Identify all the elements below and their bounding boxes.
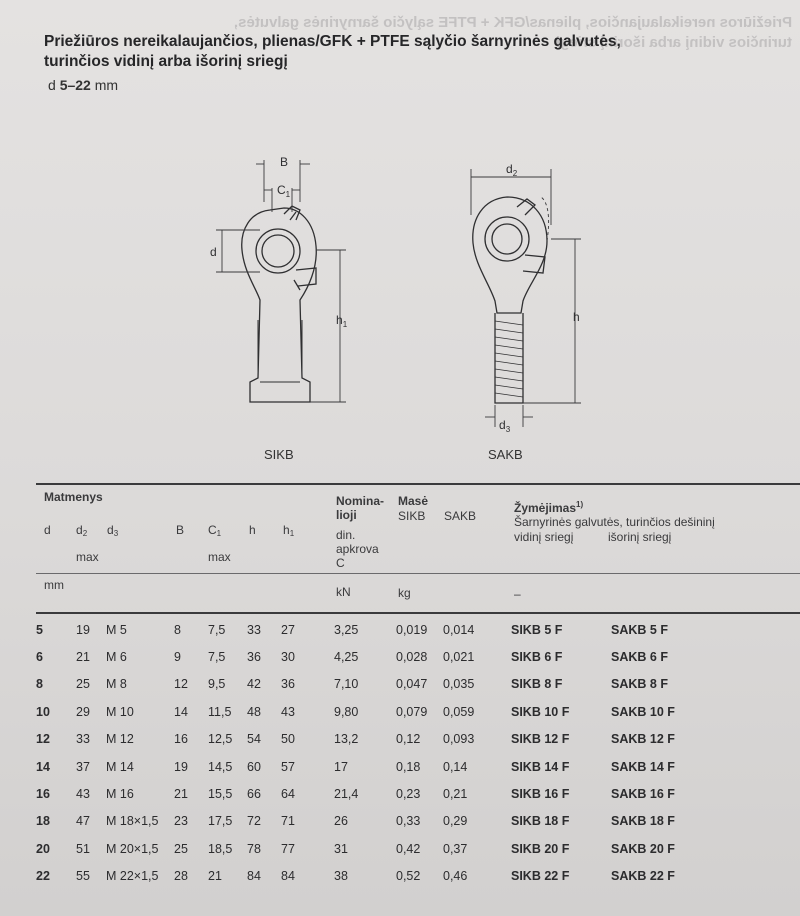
cell-designation-sakb: SAKB 5 F	[611, 622, 668, 637]
cell-d2: 33	[76, 732, 90, 747]
col-C-line2: apkrova	[336, 542, 379, 556]
cell-mass-sikb: 0,33	[396, 814, 421, 829]
col-d2	[76, 523, 87, 538]
size-range	[48, 77, 118, 93]
group-mass: Masė	[398, 494, 429, 508]
sakb-label-d2	[506, 162, 518, 178]
cell-C: 4,25	[334, 650, 359, 665]
cell-B: 16	[174, 732, 188, 747]
cell-d: 10	[36, 704, 50, 719]
cell-designation-sakb: SAKB 16 F	[611, 787, 675, 802]
unit-dash: –	[514, 587, 521, 601]
table-row	[36, 726, 691, 753]
cell-B: 9	[174, 650, 181, 665]
cell-mass-sikb: 0,42	[396, 841, 421, 856]
cell-d: 18	[36, 814, 50, 829]
cell-d: 16	[36, 787, 50, 802]
table-row	[36, 671, 691, 698]
cell-C: 9,80	[334, 704, 359, 719]
cell-d3: M 14	[106, 759, 134, 774]
col-d: d	[44, 523, 51, 537]
cell-d: 12	[36, 732, 50, 747]
cell-mass-sikb: 0,52	[396, 869, 421, 884]
col-C1-main: C	[208, 523, 217, 537]
col-d2-sub: 2	[82, 529, 88, 538]
cell-mass-sikb: 0,028	[396, 650, 428, 665]
cell-mass-sakb: 0,014	[443, 622, 475, 637]
cell-C: 13,2	[334, 732, 359, 747]
cell-designation-sikb: SIKB 22 F	[511, 869, 570, 884]
sikb-label-h1-main: h	[336, 313, 343, 327]
cell-C1: 15,5	[208, 787, 233, 802]
cell-h: 72	[247, 814, 261, 829]
cell-d3: M 22×1,5	[106, 869, 159, 884]
col-d2-main: d	[76, 523, 83, 537]
col-d2-max: max	[76, 550, 99, 564]
cell-d2: 51	[76, 841, 90, 856]
group-nominal-line2: lioji	[336, 508, 357, 522]
group-designation-text: Žymėjimas	[514, 501, 577, 515]
cell-designation-sikb: SIKB 14 F	[511, 759, 570, 774]
cell-C1: 14,5	[208, 759, 233, 774]
cell-h: 60	[247, 759, 261, 774]
cell-designation-sakb: SAKB 14 F	[611, 759, 675, 774]
cell-C1: 18,5	[208, 841, 233, 856]
cell-h: 36	[247, 650, 261, 665]
col-h1-main: h	[283, 523, 290, 537]
cell-d2: 25	[76, 677, 90, 692]
cell-C: 38	[334, 869, 348, 884]
cell-d: 22	[36, 869, 50, 884]
unit-kg: kg	[398, 586, 411, 600]
cell-C1: 7,5	[208, 622, 226, 637]
cell-d2: 37	[76, 759, 90, 774]
table-body	[36, 616, 691, 890]
cell-B: 19	[174, 759, 188, 774]
cell-C: 7,10	[334, 677, 359, 692]
cell-h: 54	[247, 732, 261, 747]
col-d3	[107, 523, 118, 538]
bleed-through-line-2: turinčios vidinį arba išorinį sriegį	[556, 34, 792, 51]
sakb-drawing	[455, 155, 605, 440]
cell-mass-sakb: 0,021	[443, 650, 475, 665]
cell-designation-sikb: SIKB 10 F	[511, 704, 570, 719]
cell-h: 66	[247, 787, 261, 802]
cell-designation-sikb: SIKB 20 F	[511, 841, 570, 856]
unit-mm: mm	[44, 578, 64, 592]
table-row	[36, 643, 691, 670]
cell-mass-sakb: 0,14	[443, 759, 468, 774]
cell-B: 14	[174, 704, 188, 719]
table-row	[36, 616, 691, 643]
cell-mass-sakb: 0,29	[443, 814, 468, 829]
col-h: h	[249, 523, 256, 537]
sikb-caption: SIKB	[264, 447, 294, 462]
cell-h: 78	[247, 841, 261, 856]
size-range-unit: mm	[94, 77, 119, 93]
title-line-1: Priežiūros nereikalaujančios, plienas/GFK + PTFE sąlyčio šarnyrinės galvutės,	[44, 33, 621, 50]
cell-B: 12	[174, 677, 188, 692]
cell-h: 42	[247, 677, 261, 692]
cell-d3: M 5	[106, 622, 127, 637]
cell-mass-sikb: 0,019	[396, 622, 428, 637]
size-range-value: 5–22	[59, 77, 91, 93]
cell-designation-sikb: SIKB 8 F	[511, 677, 563, 692]
cell-C: 26	[334, 814, 348, 829]
dimension-table	[36, 616, 691, 890]
cell-designation-sakb: SAKB 18 F	[611, 814, 675, 829]
cell-designation-sakb: SAKB 12 F	[611, 732, 675, 747]
table-row	[36, 808, 691, 835]
cell-B: 28	[174, 869, 188, 884]
cell-d2: 29	[76, 704, 90, 719]
cell-h1: 27	[281, 622, 295, 637]
cell-d3: M 6	[106, 650, 127, 665]
cell-C1: 9,5	[208, 677, 226, 692]
cell-h1: 36	[281, 677, 295, 692]
cell-designation-sakb: SAKB 10 F	[611, 704, 675, 719]
col-d3-sub: 3	[113, 529, 119, 538]
cell-d: 8	[36, 677, 43, 692]
cell-C1: 17,5	[208, 814, 233, 829]
table-row	[36, 780, 691, 807]
sakb-label-d2-main: d	[506, 162, 513, 176]
cell-d: 20	[36, 841, 50, 856]
cell-mass-sikb: 0,079	[396, 704, 428, 719]
group-dimensions: Matmenys	[44, 490, 103, 504]
cell-mass-sakb: 0,035	[443, 677, 475, 692]
col-mass-sakb: SAKB	[444, 509, 477, 523]
cell-mass-sakb: 0,46	[443, 869, 468, 884]
cell-C: 17	[334, 759, 348, 774]
col-C-line3: C	[336, 556, 345, 570]
cell-designation-sikb: SIKB 5 F	[511, 622, 563, 637]
sikb-label-h1-sub: 1	[342, 320, 348, 329]
cell-designation-sikb: SIKB 6 F	[511, 650, 563, 665]
cell-d2: 47	[76, 814, 90, 829]
cell-h1: 84	[281, 869, 295, 884]
sikb-head-outline	[242, 208, 317, 402]
cell-designation-sakb: SAKB 6 F	[611, 650, 668, 665]
cell-d2: 21	[76, 650, 90, 665]
cell-d: 5	[36, 622, 43, 637]
cell-d: 6	[36, 650, 43, 665]
table-row	[36, 835, 691, 862]
cell-d: 14	[36, 759, 50, 774]
table-top-rule	[36, 483, 800, 485]
cell-mass-sakb: 0,37	[443, 841, 468, 856]
sakb-head-outline	[473, 197, 547, 313]
cell-d3: M 16	[106, 787, 134, 802]
sikb-label-h1	[336, 313, 348, 329]
cell-C: 21,4	[334, 787, 359, 802]
cell-designation-sikb: SIKB 18 F	[511, 814, 570, 829]
sikb-label-C1	[277, 183, 291, 199]
col-C1	[208, 523, 221, 538]
cell-h1: 77	[281, 841, 295, 856]
col-d3-main: d	[107, 523, 114, 537]
cell-C: 3,25	[334, 622, 359, 637]
cell-d3: M 18×1,5	[106, 814, 159, 829]
cell-C1: 7,5	[208, 650, 226, 665]
sakb-label-h: h	[573, 310, 580, 324]
cell-B: 23	[174, 814, 188, 829]
sakb-label-d3-sub: 3	[505, 425, 511, 434]
sakb-label-d2-sub: 2	[512, 169, 518, 178]
cell-mass-sikb: 0,047	[396, 677, 428, 692]
cell-d3: M 10	[106, 704, 134, 719]
cell-h1: 64	[281, 787, 295, 802]
cell-mass-sakb: 0,093	[443, 732, 475, 747]
sikb-label-C1-main: C	[277, 183, 286, 197]
table-row	[36, 753, 691, 780]
col-mass-sikb: SIKB	[398, 509, 426, 523]
sikb-label-C1-sub: 1	[285, 190, 291, 199]
cell-C1: 12,5	[208, 732, 233, 747]
sikb-drawing	[200, 150, 370, 420]
col-B: B	[176, 523, 185, 537]
col-h1	[283, 523, 294, 538]
cell-h1: 50	[281, 732, 295, 747]
page-title	[44, 32, 744, 72]
cell-h1: 71	[281, 814, 295, 829]
col-C1-sub: 1	[216, 529, 222, 538]
cell-h1: 57	[281, 759, 295, 774]
cell-d2: 43	[76, 787, 90, 802]
col-h1-sub: 1	[289, 529, 295, 538]
col-C1-max: max	[208, 550, 231, 564]
sakb-label-d3-main: d	[499, 418, 506, 432]
size-range-prefix: d	[48, 77, 56, 93]
title-line-2: turinčios vidinį arba išorinį sriegį	[44, 53, 288, 70]
cell-mass-sakb: 0,21	[443, 787, 468, 802]
cell-C: 31	[334, 841, 348, 856]
cell-B: 8	[174, 622, 181, 637]
sikb-label-B: B	[280, 155, 289, 169]
designation-desc-line1: Šarnyrinės galvutės, turinčios dešininį	[514, 515, 715, 529]
unit-kn: kN	[336, 585, 351, 599]
cell-d3: M 8	[106, 677, 127, 692]
units-top-rule	[36, 573, 800, 574]
desc-external-thread: išorinį sriegį	[608, 530, 672, 544]
cell-h1: 43	[281, 704, 295, 719]
table-row	[36, 863, 691, 890]
cell-h: 84	[247, 869, 261, 884]
cell-designation-sikb: SIKB 12 F	[511, 732, 570, 747]
sakb-caption: SAKB	[488, 447, 523, 462]
cell-designation-sakb: SAKB 8 F	[611, 677, 668, 692]
designation-footnote: 1)	[576, 500, 584, 509]
bleed-through-line-1: Priežiūros nereikalaujančios, plienas/GFK + PTFE sąlyčio šarnyrinės galvutės,	[233, 14, 792, 31]
cell-designation-sikb: SIKB 16 F	[511, 787, 570, 802]
cell-mass-sikb: 0,23	[396, 787, 421, 802]
cell-designation-sakb: SAKB 22 F	[611, 869, 675, 884]
units-bottom-rule	[36, 612, 800, 614]
cell-C1: 21	[208, 869, 222, 884]
sikb-label-d: d	[210, 245, 217, 259]
cell-designation-sakb: SAKB 20 F	[611, 841, 675, 856]
desc-internal-thread: vidinį sriegį	[514, 530, 574, 544]
cell-mass-sikb: 0,18	[396, 759, 421, 774]
cell-h: 33	[247, 622, 261, 637]
cell-C1: 11,5	[208, 704, 232, 719]
group-nominal-line1: Nomina-	[336, 494, 384, 508]
cell-h: 48	[247, 704, 261, 719]
cell-d2: 19	[76, 622, 90, 637]
col-C-line1: din.	[336, 528, 356, 542]
cell-d3: M 12	[106, 732, 134, 747]
cell-B: 25	[174, 841, 188, 856]
sakb-label-d3	[499, 418, 511, 434]
cell-mass-sakb: 0,059	[443, 704, 475, 719]
cell-B: 21	[174, 787, 188, 802]
table-row	[36, 698, 691, 725]
cell-mass-sikb: 0,12	[396, 732, 421, 747]
cell-d2: 55	[76, 869, 90, 884]
cell-d3: M 20×1,5	[106, 841, 159, 856]
cell-h1: 30	[281, 650, 295, 665]
group-designation	[514, 500, 583, 515]
